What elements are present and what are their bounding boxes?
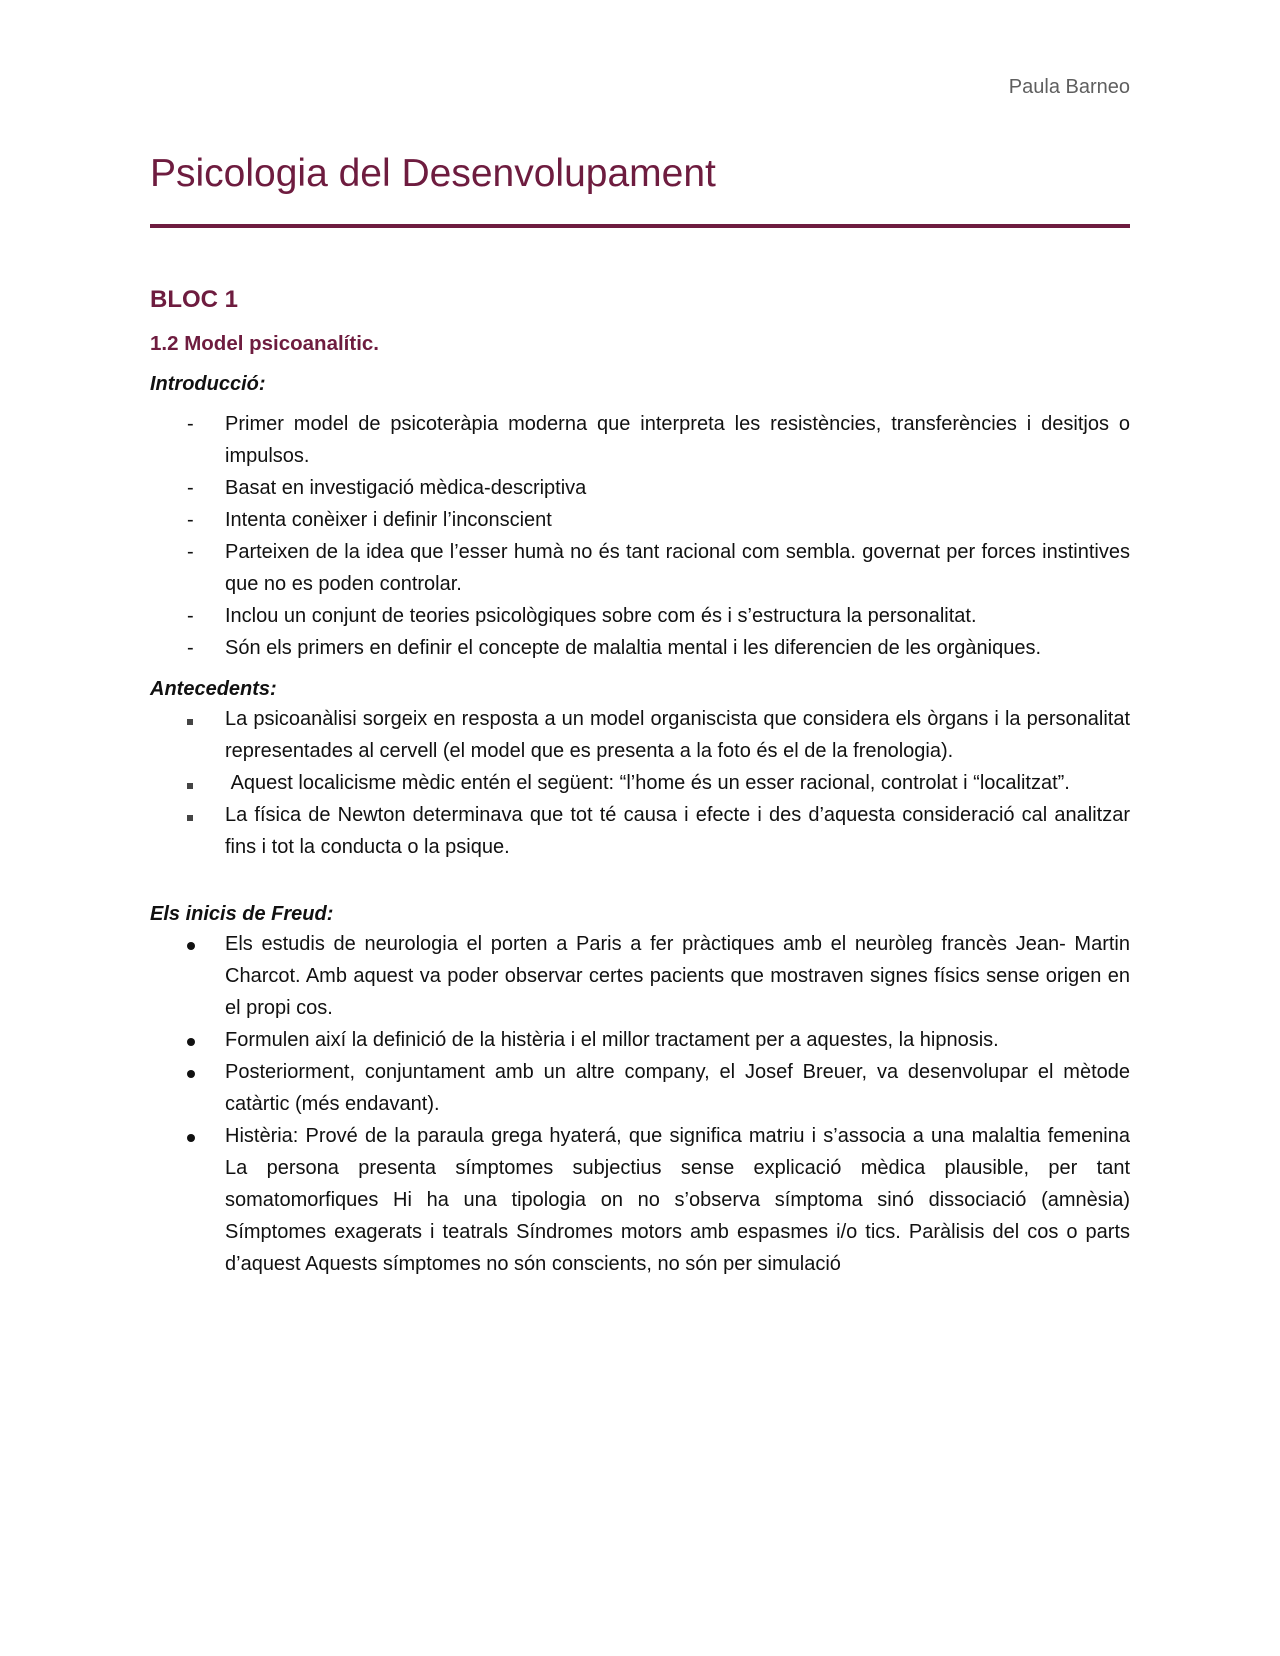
list-item: - Inclou un conjunt de teories psicològiques sobre com és i s’estructura la personalitat.: [150, 600, 1130, 632]
list-item: - Intenta conèixer i definir l’inconscient: [150, 504, 1130, 536]
list-item: - Són els primers en definir el concepte de malaltia mental i les diferencien de les orgàniques.: [150, 632, 1130, 664]
introduccio-heading: Introducció:: [150, 372, 266, 395]
document-body: [150, 285, 1130, 1280]
square-bullet-icon: [187, 815, 193, 821]
list-item: Histèria: Prové de la paraula grega hyaterá, que significa matriu i s’associa a una malaltia femenina La persona presenta símptomes subjectius sense explicació mèdica plausible, per tant somatomorfiques Hi ha una tipologia on no s’observa símptoma sinó dissociació (amnèsia) Símptomes exagerats i teatrals Síndromes motors amb espasmes i/o tics. Paràlisis del cos o parts d’aquest Aquests símptomes no són conscients, no són per simulació: [150, 1120, 1130, 1280]
freud-list: [150, 928, 1130, 1280]
list-item: Formulen així la definició de la histèria i el millor tractament per a aquestes, la hipnosis.: [150, 1024, 1130, 1056]
dash-bullet: -: [187, 412, 194, 435]
round-bullet-icon: [187, 1134, 195, 1142]
dash-bullet: -: [187, 508, 194, 531]
list-item: - Primer model de psicoteràpia moderna que interpreta les resistències, transferències i desitjos o impulsos.: [150, 408, 1130, 472]
antecedents-heading: Antecedents:: [150, 677, 277, 700]
freud-heading: Els inicis de Freud:: [150, 902, 334, 925]
introduccio-list: [150, 408, 1130, 664]
header-author: Paula Barneo: [1008, 76, 1130, 98]
bloc-heading: BLOC 1: [150, 286, 239, 313]
square-bullet-icon: [187, 783, 193, 789]
square-bullet-icon: [187, 719, 193, 725]
document-title: Psicologia del Desenvolupament: [150, 152, 716, 195]
list-item: Posteriorment, conjuntament amb un altre company, el Josef Breuer, va desenvolupar el mètode catàrtic (més endavant).: [150, 1056, 1130, 1120]
list-item: La física de Newton determinava que tot té causa i efecte i des d’aquesta consideració cal analitzar fins i tot la conducta o la psique.: [150, 799, 1130, 863]
title-divider: [150, 224, 1130, 228]
list-item: Aquest localicisme mèdic entén el següent: “l’home és un esser racional, controlat i “localitzat”.: [150, 767, 1130, 799]
document-page: [150, 0, 1130, 1656]
dash-bullet: -: [187, 604, 194, 627]
dash-bullet: -: [187, 636, 194, 659]
round-bullet-icon: [187, 1070, 195, 1078]
list-item: - Basat en investigació mèdica-descriptiva: [150, 472, 1130, 504]
dash-bullet: -: [187, 540, 194, 563]
round-bullet-icon: [187, 1038, 195, 1046]
section-heading: 1.2 Model psicoanalític.: [150, 332, 379, 355]
list-item: Els estudis de neurologia el porten a Paris a fer pràctiques amb el neuròleg francès Jean- Martin Charcot. Amb aquest va poder observar certes pacients que mostraven signes físics sense origen en el propi cos.: [150, 928, 1130, 1024]
list-item: - Parteixen de la idea que l’esser humà no és tant racional com sembla. governat per forces instintives que no es poden controlar.: [150, 536, 1130, 600]
antecedents-list: [150, 703, 1130, 863]
list-item: La psicoanàlisi sorgeix en resposta a un model organiscista que considera els òrgans i la personalitat representades al cervell (el model que es presenta a la foto és el de la frenologia).: [150, 703, 1130, 767]
dash-bullet: -: [187, 476, 194, 499]
round-bullet-icon: [187, 942, 195, 950]
